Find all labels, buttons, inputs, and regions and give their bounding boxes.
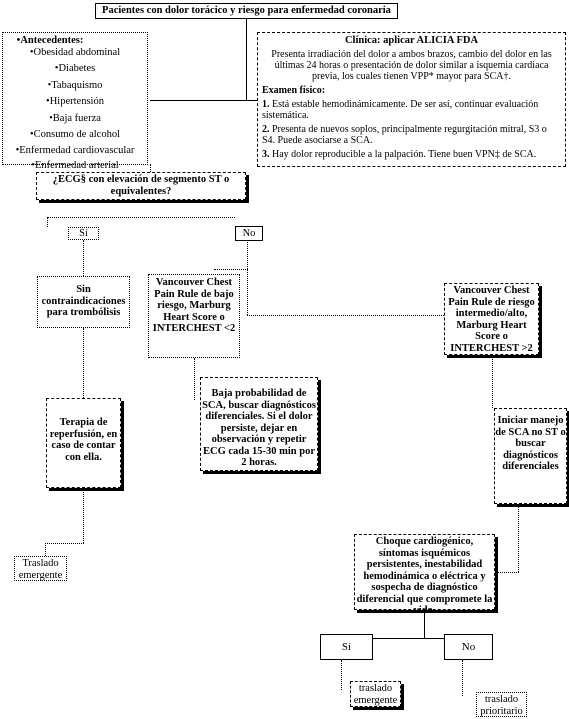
choque-box: Choque cardiogénico, síntomas isquémicos persistentes, inestabilidad hemodinámica o eléctrica y sospecha de diagnóstico diferencial que compromete la vida. — [354, 534, 495, 610]
examen-item-3: 3. Hay dolor reproducible a la palpación. Tiene buen VPN‡ de SCA. — [262, 149, 537, 160]
antecedente-item: •Consumo de alcohol — [29, 129, 120, 140]
si-label-box: Sí — [68, 227, 99, 240]
no-label-box: No — [235, 226, 263, 241]
baja-probabilidad-box: Baja probabilidad de SCA, buscar diagnósticos diferenciales. Si el dolor persiste, dejar en observación y repetir ECG cada 15-30 min por 2 horas. — [200, 377, 318, 471]
antecedente-item: •Enfermedad cardiovascular — [15, 144, 135, 156]
no2-label-box: No — [444, 634, 493, 660]
examen-heading: Examen físico: — [262, 85, 326, 96]
antecedente-item: •Hipertensión — [46, 96, 104, 107]
antecedente-item: •Diabetes — [54, 63, 96, 74]
antecedente-item: •Enfermedad arterial — [31, 160, 119, 171]
terapia-reperfusion-box: Terapia de reperfusión, en caso de contar con ella. — [46, 398, 121, 488]
traslado-emergente-2-box: traslado emergente — [350, 681, 401, 707]
antecedente-item: •Obesidad abdominal — [29, 46, 121, 58]
vancouver-bajo-box: Vancouver Chest Pain Rule de bajo riesgo, Marburg Heart Score o INTERCHEST <2 — [148, 274, 240, 358]
antecedente-item: •Tabaquismo — [47, 79, 103, 91]
iniciar-manejo-box: Iniciar manejo de SCA no ST o buscar diagnósticos diferenciales — [494, 408, 567, 504]
clinica-box — [257, 32, 566, 167]
antecedente-item: •Baja fuerza — [49, 112, 101, 124]
traslado-emergente-box: Traslado emergente — [14, 556, 67, 581]
clinica-text: Presenta irradiación del dolor a ambos brazos, cambio del dolor en las últimas 24 horas o presentación de dolor similar a isquemia cardiaca previa, los cuales tienen VPP* mayor para SCA†. — [271, 49, 552, 82]
traslado-prioritario-box: traslado prioritario — [476, 692, 527, 717]
clinica-heading: Clínica: aplicar ALICIA FDA — [344, 35, 479, 46]
flowchart-title: Pacientes con dolor torácico y riesgo para enfermedad coronaria — [95, 3, 398, 19]
si2-label-box: Sí — [320, 634, 373, 660]
examen-item-1: 1. Está estable hemodinámicamente. De ser así, continuar evaluación sistemática. — [262, 99, 539, 121]
antecedentes-box — [2, 32, 148, 171]
examen-item-2: 2. Presenta de nuevos soplos, principalmente regurgitación mitral, S3 o S4. Puede asociarse a SCA. — [262, 124, 547, 146]
vancouver-alto-box: Vancouver Chest Pain Rule de riesgo intermedio/alto, Marburg Heart Score o INTERCHEST >2 — [444, 283, 539, 355]
antecedentes-heading: •Antecedentes: — [16, 35, 84, 46]
ecg-question-box: ¿ECG§ con elevación de segmento ST o equivalentes? — [36, 172, 246, 200]
sin-contraindicaciones-box: Sin contraindicaciones para trombólisis — [37, 276, 130, 328]
